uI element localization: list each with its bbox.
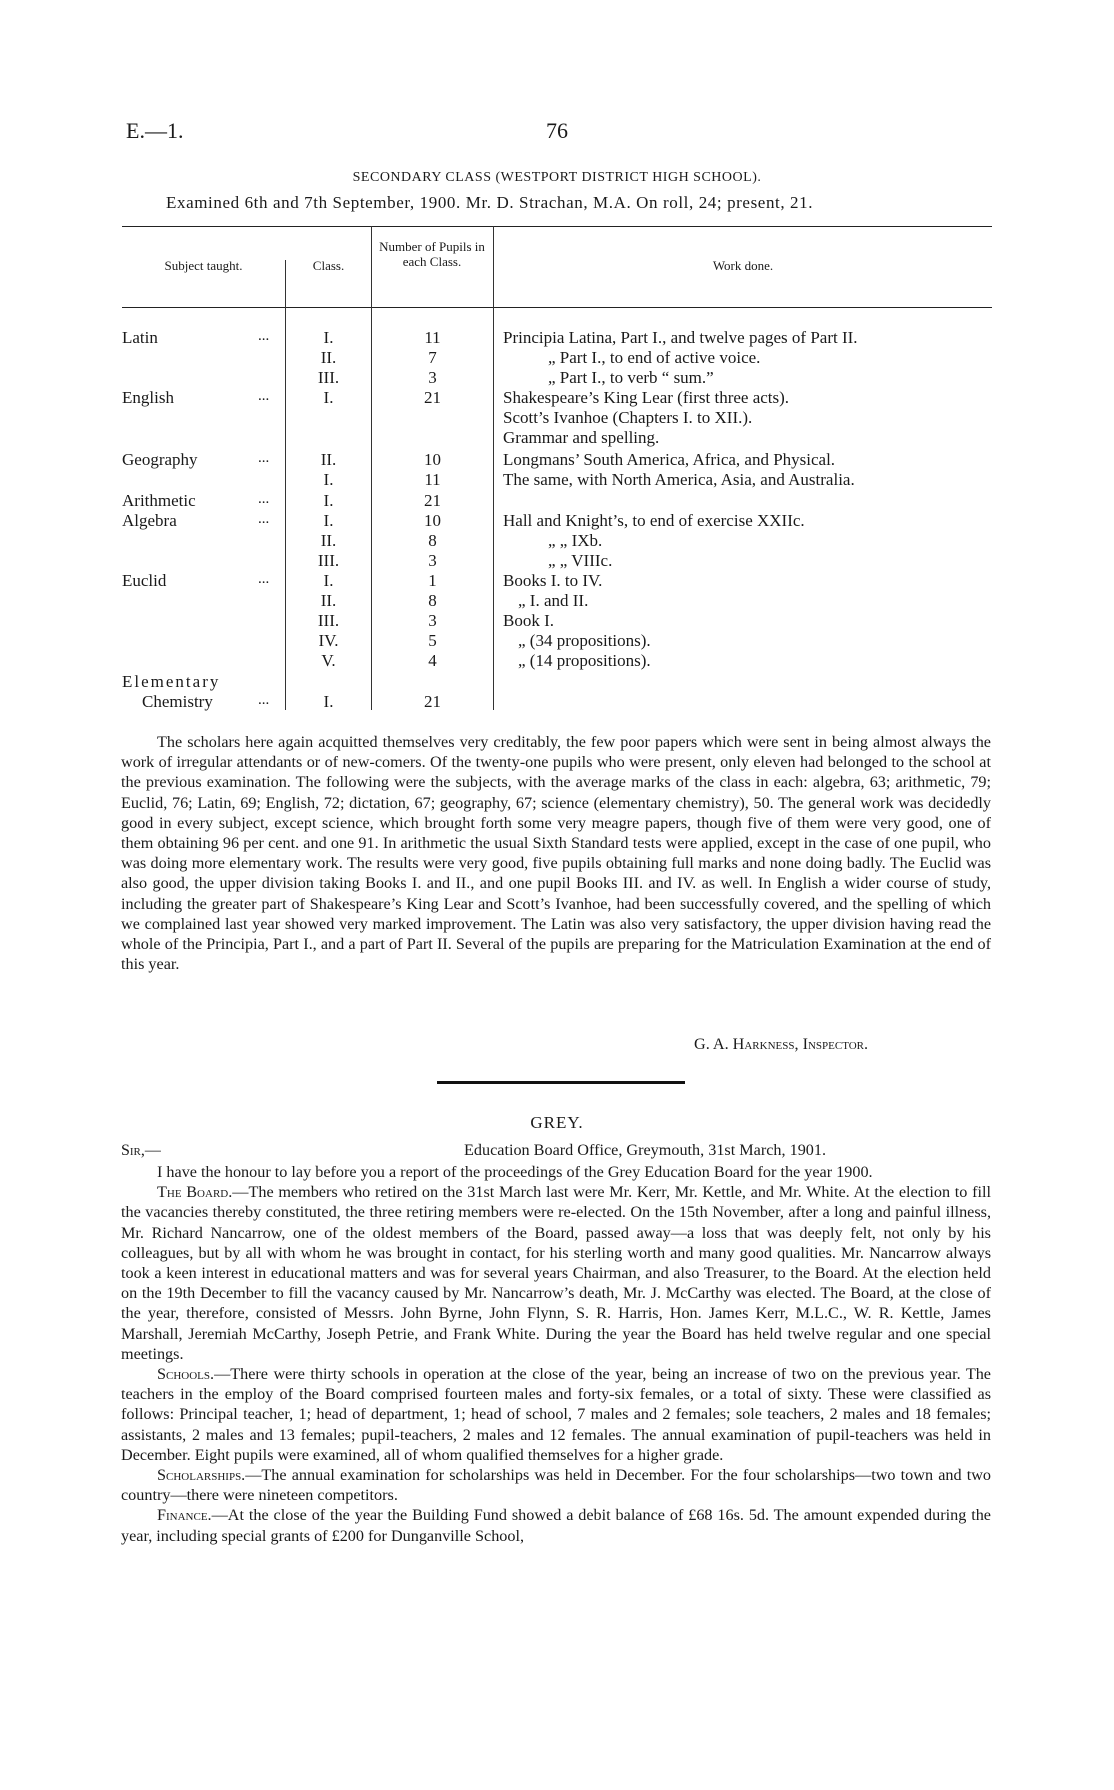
schools-paragraph xyxy=(121,1364,991,1465)
pupils-cell: 10 xyxy=(424,511,441,530)
table-top-rule xyxy=(122,226,992,227)
leader-dots: ... xyxy=(258,511,270,527)
class-cell: IV. xyxy=(318,631,339,650)
work-cell: „ „ IXb. xyxy=(548,531,603,550)
work-cell: „ „ VIIIc. xyxy=(548,551,613,570)
intro-paragraph: I have the honour to lay before you a report of the proceedings of the Grey Education Board for the year 1900. xyxy=(157,1163,873,1181)
class-cell: II. xyxy=(320,591,337,610)
pupils-cell: 5 xyxy=(428,631,437,650)
pupils-cell: 3 xyxy=(428,611,437,630)
pupils-cell: 11 xyxy=(424,328,441,347)
pupils-cell: 8 xyxy=(428,531,437,550)
pupils-cell: 21 xyxy=(424,692,441,711)
board-heading: The Board. xyxy=(157,1183,233,1202)
work-cell: „ (14 propositions). xyxy=(518,651,651,670)
class-cell: I. xyxy=(323,571,334,590)
pupils-cell: 21 xyxy=(424,388,441,407)
col-header-subject: Subject taught. xyxy=(164,258,243,273)
table-header-rule xyxy=(122,307,992,308)
work-cell: „ (34 propositions). xyxy=(518,631,651,650)
schools-text: —There were thirty schools in operation at the close of the year, being an increase of two on the previous year. The teachers in the employ of the Board comprised fourteen males and forty-six females, or a total of sixty. These were classified as follows: Principal teacher, 1; head of department, 1; head of school, 7 males and 2 females; sole teachers, 2 males and 18 females; assistants, 2 males and 13 females; pupil-teachers, 2 males and 12 females. The annual examination of pupil-teachers was held in December. Eight pupils were examined, all of whom qualified themselves for a higher grade. xyxy=(121,1365,991,1464)
work-cell: Book I. xyxy=(503,611,554,630)
work-cell: Principia Latina, Part I., and twelve pages of Part II. xyxy=(503,328,858,347)
leader-dots: ... xyxy=(258,692,270,708)
class-cell: II. xyxy=(320,450,337,469)
board-text: —The members who retired on the 31st March last were Mr. Kerr, Mr. Kettle, and Mr. White. At the election to fill the vacancies thereby constituted, the three retiring members were re-elected. On the 15th November, after a long and painful illness, Mr. Richard Nancarrow, one of the oldest members of the Board, passed away—a loss that was deeply felt, not only by his colleagues, but by all with whom he was brought in contact, for his sterling worth and many good qualities. Mr. Nancarrow always took a keen interest in educational matters and was for several years Chairman, and also Treasurer, to the Board. At the election held on the 19th December to fill the vacancy caused by Mr. Nancarrow’s death, Mr. J. McCarthy was elected. The Board, at the close of the year, therefore, consisted of Messrs. John Byrne, John Flynn, S. R. Harris, Hon. James Kerr, M.L.C., W. R. Kettle, James Marshall, Jeremiah McCarthy, Joseph Petrie, and Frank White. During the year the Board has held twelve regular and one special meetings. xyxy=(121,1183,991,1363)
schools-heading: Schools. xyxy=(157,1365,215,1384)
class-cell: II. xyxy=(320,531,337,550)
class-cell: I. xyxy=(323,692,334,711)
section-divider xyxy=(437,1081,685,1084)
col-header-class: Class. xyxy=(312,258,345,273)
finance-heading: Finance. xyxy=(157,1506,212,1525)
subject-cell: Algebra xyxy=(122,511,177,530)
class-cell: III. xyxy=(317,551,340,570)
work-cell: Scott’s Ivanhoe (Chapters I. to XII.). xyxy=(503,408,753,427)
pupils-cell: 3 xyxy=(428,368,437,387)
section-title: SECONDARY CLASS (WESTPORT DISTRICT HIGH SCHOOL). xyxy=(352,170,762,185)
report-paragraph: The scholars here again acquitted themselves very creditably, the few poor papers which were sent in being almost always the work of irregular attendants or of new-comers. Of the twenty-one pupils who were present, only eleven had belonged to the school at the previous examination. The following were the subjects, with the average marks of the class in each: algebra, 63; arithmetic, 79; Euclid, 76; Latin, 69; English, 72; dictation, 67; geography, 67; science (elementary chemistry), 50. The general work was decidedly good in every subject, except science, which brought forth some very meagre papers, though five of them were very good, one of them obtaining 96 per cent. and one 91. In arithmetic the usual Sixth Standard tests were applied, except in the case of one pupil, who was doing more elementary work. The results were very good, five pupils obtaining full marks and none doing badly. The Euclid was also good, the upper division taking Books I. and II., and one pupil Books III. and IV. as well. In English a wider course of study, including the greater part of Shakespeare’s King Lear and Scott’s Ivanhoe, had been successfully covered, and the spelling of which we complained last year showed very marked improvement. The Latin was also very satisfactory, the upper division having read the whole of the Principia, Part I., and a part of Part II. Several of the pupils are preparing for the Matriculation Examination at the end of this year. xyxy=(121,733,991,974)
class-cell: I. xyxy=(323,511,334,530)
office-date-line: Education Board Office, Greymouth, 31st March, 1901. xyxy=(464,1141,827,1159)
table-col-divider xyxy=(493,226,494,710)
leader-dots: ... xyxy=(258,328,270,344)
inspector-signature: G. A. Harkness, Inspector. xyxy=(694,1035,869,1053)
grey-section-title: GREY. xyxy=(530,1113,584,1132)
finance-paragraph xyxy=(121,1505,991,1545)
pupils-cell: 7 xyxy=(428,348,437,367)
class-cell: III. xyxy=(317,611,340,630)
class-cell: I. xyxy=(323,491,334,510)
scholarships-paragraph xyxy=(121,1465,991,1505)
work-cell: Shakespeare’s King Lear (first three acts). xyxy=(503,388,790,407)
work-cell: Grammar and spelling. xyxy=(503,428,660,447)
col-header-work: Work done. xyxy=(712,258,774,273)
class-cell: I. xyxy=(323,470,334,489)
scholarships-heading: Scholarships. xyxy=(157,1466,246,1485)
work-cell: Hall and Knight’s, to end of exercise XXIIc. xyxy=(503,511,805,530)
pupils-cell: 1 xyxy=(428,571,437,590)
pupils-cell: 4 xyxy=(428,651,437,670)
work-cell: The same, with North America, Asia, and Australia. xyxy=(503,470,855,489)
series-code: E.—1. xyxy=(126,118,184,143)
leader-dots: ... xyxy=(258,491,270,507)
section-subtitle: Examined 6th and 7th September, 1900. Mr. D. Strachan, M.A. On roll, 24; present, 21. xyxy=(166,193,814,212)
grey-report xyxy=(121,1162,991,1546)
subject-cell: Elementary xyxy=(122,672,221,691)
work-cell: Longmans’ South America, Africa, and Physical. xyxy=(503,450,836,469)
work-cell: Books I. to IV. xyxy=(503,571,603,590)
scholarships-text: —The annual examination for scholarships was held in December. For the four scholarships—two town and two country—there were nineteen competitors. xyxy=(121,1466,991,1505)
class-cell: V. xyxy=(321,651,336,670)
leader-dots: ... xyxy=(258,388,270,404)
pupils-cell: 8 xyxy=(428,591,437,610)
work-cell: „ I. and II. xyxy=(518,591,589,610)
col-header-pupils: Number of Pupils in each Class. xyxy=(379,239,485,269)
class-cell: II. xyxy=(320,348,337,367)
subject-cell: Arithmetic xyxy=(122,491,196,510)
page-number: 76 xyxy=(546,118,568,143)
leader-dots: ... xyxy=(258,450,270,466)
class-cell: III. xyxy=(317,368,340,387)
class-cell: I. xyxy=(323,328,334,347)
subject-cell: Chemistry xyxy=(142,692,213,711)
board-paragraph xyxy=(121,1182,991,1364)
subject-cell: Euclid xyxy=(122,571,167,590)
salutation: Sir,— xyxy=(121,1142,161,1159)
subject-cell: English xyxy=(122,388,174,407)
work-cell: „ Part I., to verb “ sum.” xyxy=(548,368,714,387)
finance-text: —At the close of the year the Building Fund showed a debit balance of £68 16s. 5d. The amount expended during the year, including special grants of £200 for Dunganville School, xyxy=(121,1506,991,1545)
class-cell: I. xyxy=(323,388,334,407)
pupils-cell: 11 xyxy=(424,470,441,489)
pupils-cell: 10 xyxy=(424,450,441,469)
subject-cell: Latin xyxy=(122,328,158,347)
pupils-cell: 21 xyxy=(424,491,441,510)
inspector-report xyxy=(121,732,991,974)
work-cell: „ Part I., to end of active voice. xyxy=(548,348,761,367)
leader-dots: ... xyxy=(258,571,270,587)
subject-cell: Geography xyxy=(122,450,198,469)
pupils-cell: 3 xyxy=(428,551,437,570)
